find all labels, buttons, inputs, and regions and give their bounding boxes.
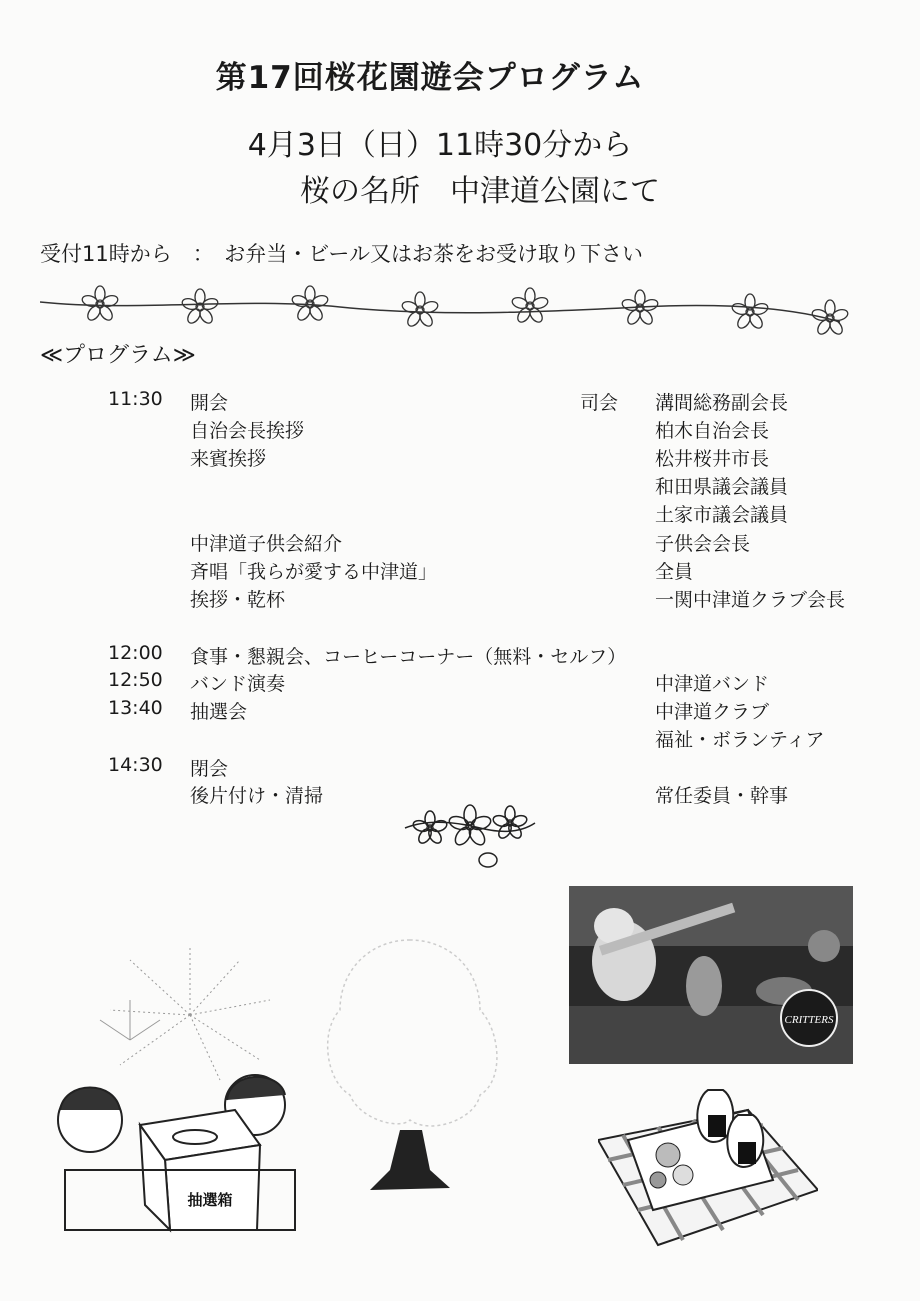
program-person: 全員 — [655, 561, 694, 583]
program-person: 松井桜井市長 — [655, 448, 770, 470]
program-time: 12:00 — [108, 642, 163, 664]
band-photo — [569, 886, 853, 1064]
band-logo: CRITTERS — [784, 1014, 834, 1026]
program-person: 一関中津道クラブ会長 — [655, 589, 846, 611]
tree-outline-illustration — [310, 930, 510, 1200]
kids-lottery-illustration — [45, 1065, 305, 1235]
program-person: 土家市議会議員 — [655, 504, 789, 526]
program-time: 11:30 — [108, 388, 163, 410]
program-person: 和田県議会議員 — [655, 476, 789, 498]
picnic-bento-illustration — [598, 1070, 818, 1250]
program-event: 挨拶・乾杯 — [190, 589, 286, 611]
mc-label: 司会 — [580, 392, 619, 414]
program-event: バンド演奏 — [190, 673, 286, 695]
program-event: 自治会長挨拶 — [190, 420, 305, 442]
reception-note: 受付11時から ： お弁当・ビール又はお茶をお受け取り下さい — [40, 242, 643, 266]
program-person: 中津道クラブ — [655, 701, 770, 723]
page-title: 第17回桜花園遊会プログラム — [215, 60, 645, 96]
program-time: 13:40 — [108, 697, 163, 719]
program-event: 開会 — [190, 392, 229, 414]
blossom-garland — [40, 282, 860, 342]
program-time: 14:30 — [108, 754, 163, 776]
program-event: 後片付け・清掃 — [190, 785, 324, 807]
program-event: 食事・懇親会、コーヒーコーナー（無料・セルフ） — [190, 646, 627, 668]
lottery-box-label: 抽選箱 — [187, 1191, 233, 1209]
program-person: 柏木自治会長 — [655, 420, 770, 442]
program-person: 溝間総務副会長 — [655, 392, 789, 414]
event-venue: 桜の名所 中津道公園にて — [300, 174, 660, 209]
program-event: 斉唱「我らが愛する中津道」 — [190, 561, 438, 583]
program-event: 来賓挨拶 — [190, 448, 267, 470]
program-person: 中津道バンド — [655, 673, 770, 695]
program-person: 常任委員・幹事 — [655, 785, 789, 807]
program-event: 閉会 — [190, 758, 229, 780]
program-person: 子供会会長 — [655, 533, 751, 555]
program-event: 抽選会 — [190, 701, 248, 723]
blossom-cluster-illustration — [400, 798, 540, 878]
program-heading: ≪プログラム≫ — [40, 343, 196, 368]
program-time: 12:50 — [108, 669, 163, 691]
event-date: 4月3日（日）11時30分から — [247, 128, 633, 163]
program-person: 福祉・ボランティア — [655, 729, 825, 751]
program-event: 中津道子供会紹介 — [190, 533, 343, 555]
